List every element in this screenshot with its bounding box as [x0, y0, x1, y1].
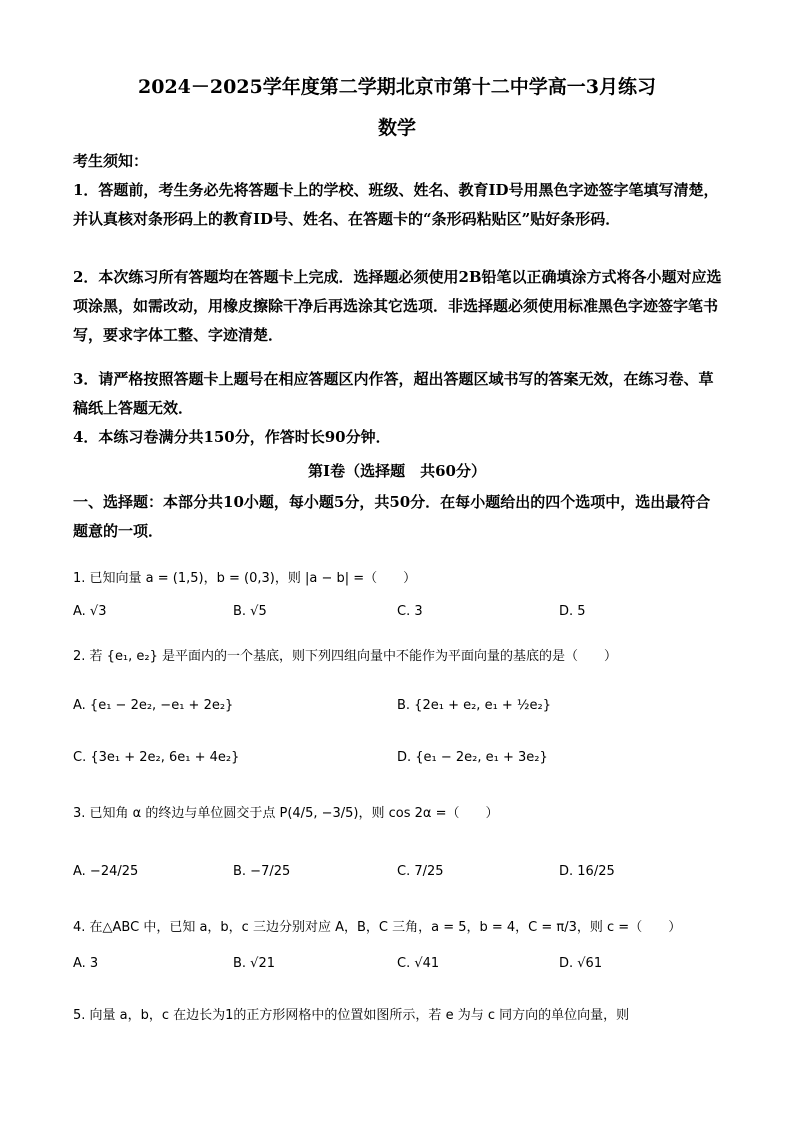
section-title: 第I卷（选择题 共60分） — [308, 462, 486, 480]
q4-option-c: C. √41 — [397, 956, 440, 971]
q3-option-b: B. −7/25 — [233, 864, 291, 879]
question-5-stem: 5. 向量 a，b，c 在边长为1的正方形网格中的位置如图所示，若 e 为与 c 同方向的单位向量，则 — [73, 1008, 630, 1023]
notice-item-1: 1．答题前，考生务必先将答题卡上的学校、班级、姓名、教育ID号用黑色字迹签字笔填写清楚，并认真核对条形码上的教育ID号、姓名、在答题卡的“条形码粘贴区”贴好条形码． — [73, 181, 719, 228]
question-1-stem: 1. 已知向量 a = (1,5)，b = (0,3)，则 |a − b| =（ ） — [73, 571, 417, 586]
q1-option-a: A. √3 — [73, 604, 107, 619]
question-3-stem: 3. 已知角 α 的终边与单位圆交于点 P(4/5, −3/5)，则 cos 2α =（ ） — [73, 806, 499, 821]
notice-item-2: 2．本次练习所有答题均在答题卡上完成．选择题必须使用2B铅笔以正确填涂方式将各小题对应选项涂黑，如需改动，用橡皮擦除干净后再选涂其它选项．非选择题必须使用标准黑色字迹签字笔书写，要求字体工整、字迹清楚． — [73, 268, 722, 344]
q3-option-a: A. −24/25 — [73, 864, 139, 879]
question-2-stem: 2. 若 {e₁, e₂} 是平面内的一个基底，则下列四组向量中不能作为平面向量的基底的是（ ） — [73, 649, 618, 664]
q2-option-d: D. {e₁ − 2e₂, e₁ + 3e₂} — [397, 750, 548, 765]
subject-title: 数学 — [377, 117, 416, 139]
q4-option-b: B. √21 — [233, 956, 276, 971]
q4-option-a: A. 3 — [73, 956, 99, 971]
notice-item-4: 4．本练习卷满分共150分，作答时长90分钟． — [73, 428, 391, 446]
q4-option-d: D. √61 — [559, 956, 603, 971]
q3-option-d: D. 16/25 — [559, 864, 615, 879]
question-4-stem: 4. 在△ABC 中，已知 a，b，c 三边分别对应 A，B，C 三角，a = 5，b = 4，C = π/3，则 c =（ ） — [73, 920, 682, 935]
q1-option-c: C. 3 — [397, 604, 423, 619]
notice-heading: 考生须知： — [73, 152, 149, 170]
q3-option-c: C. 7/25 — [397, 864, 444, 879]
notice-item-3: 3．请严格按照答题卡上题号在相应答题区内作答，超出答题区域书写的答案无效，在练习卷、草稿纸上答题无效． — [73, 370, 714, 417]
q2-option-a: A. {e₁ − 2e₂, −e₁ + 2e₂} — [73, 698, 234, 713]
page-title: 2024－2025学年度第二学期北京市第十二中学高一3月练习 — [138, 76, 656, 98]
q2-option-c: C. {3e₁ + 2e₂, 6e₁ + 4e₂} — [73, 750, 240, 765]
q2-option-b: B. {2e₁ + e₂, e₁ + ½e₂} — [397, 698, 552, 713]
section-intro: 一、选择题：本部分共10小题，每小题5分，共50分．在每小题给出的四个选项中，选出最符合题意的一项． — [73, 493, 711, 540]
q1-option-d: D. 5 — [559, 604, 586, 619]
q1-option-b: B. √5 — [233, 604, 267, 619]
